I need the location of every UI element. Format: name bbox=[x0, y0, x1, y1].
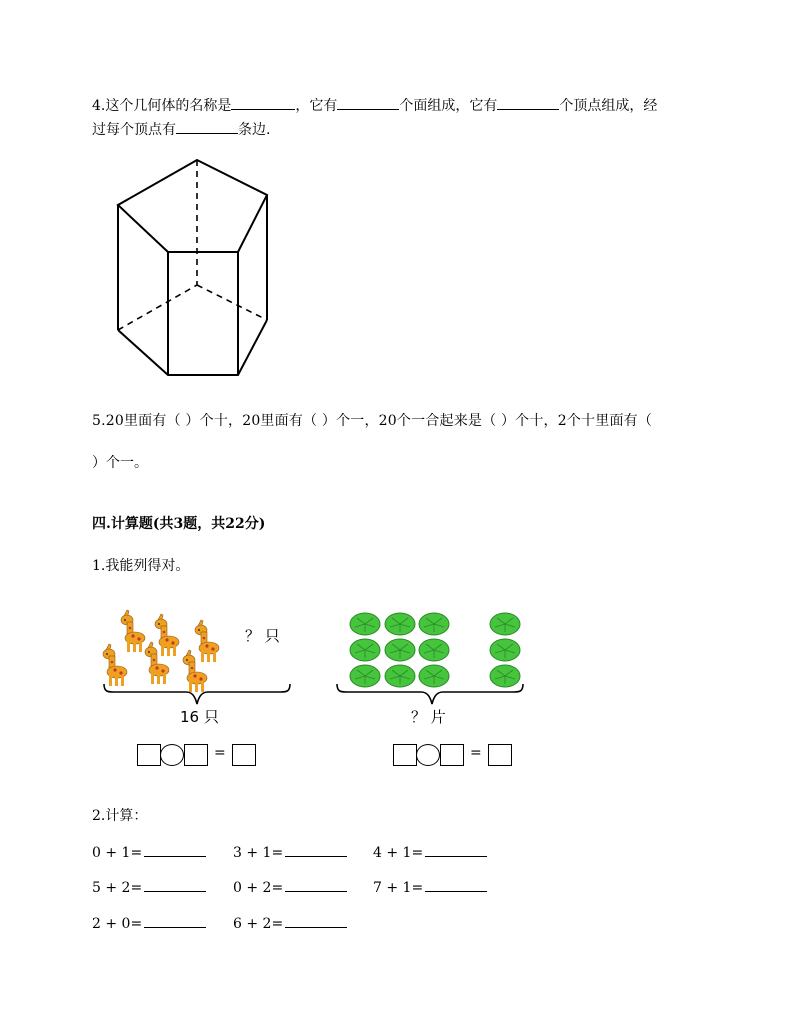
answer-blank[interactable] bbox=[285, 855, 347, 857]
answer-blank[interactable] bbox=[337, 108, 399, 110]
leaf-group bbox=[345, 610, 525, 692]
giraffe-question-label: ？ 只 bbox=[245, 627, 280, 645]
q4-line2: 过每个顶点有 条边. bbox=[92, 122, 271, 138]
calc-item: 5 + 2= bbox=[92, 880, 206, 896]
giraffe-brace bbox=[100, 682, 295, 708]
giraffe-icon bbox=[121, 610, 145, 652]
giraffe-equation bbox=[137, 744, 267, 766]
pentagonal-prism-figure bbox=[110, 155, 275, 380]
leaf-question-label: ？ 片 bbox=[411, 708, 446, 726]
answer-box[interactable] bbox=[488, 744, 512, 766]
answer-blank[interactable] bbox=[425, 855, 487, 857]
giraffe-icon bbox=[145, 642, 169, 684]
calc-item: 3 + 1= bbox=[233, 845, 347, 861]
giraffe-icon bbox=[103, 644, 127, 686]
answer-box[interactable] bbox=[440, 744, 464, 766]
q5-line1: 5.20里面有（ ）个十，20里面有（ ）个一，20个一合起来是（ ）个十，2个十里面有（ bbox=[92, 413, 653, 429]
answer-box[interactable] bbox=[393, 744, 417, 766]
answer-box[interactable] bbox=[137, 744, 161, 766]
prism-bottom-face bbox=[118, 320, 267, 375]
q4-line1: 4.这个几何体的名称是 ，它有 个面组成，它有 个顶点组成，经 bbox=[92, 98, 658, 114]
answer-blank[interactable] bbox=[176, 132, 238, 134]
answer-blank[interactable] bbox=[285, 926, 347, 928]
operator-circle[interactable] bbox=[160, 744, 184, 766]
leaf-icon bbox=[419, 639, 449, 661]
calc-item: 0 + 1= bbox=[92, 845, 206, 861]
leaf-icon bbox=[385, 613, 415, 635]
leaf-icon bbox=[490, 613, 520, 635]
answer-box[interactable] bbox=[184, 744, 208, 766]
answer-blank[interactable] bbox=[285, 890, 347, 892]
section-title: 四.计算题(共3题，共22分) bbox=[92, 516, 266, 532]
answer-box[interactable] bbox=[232, 744, 256, 766]
leaf-icon bbox=[490, 639, 520, 661]
leaf-icon bbox=[385, 639, 415, 661]
giraffe-icon bbox=[155, 614, 179, 656]
leaf-icon bbox=[350, 639, 380, 661]
giraffe-total-label: 16 只 bbox=[180, 708, 219, 726]
leaf-brace bbox=[333, 682, 528, 708]
answer-blank[interactable] bbox=[144, 926, 206, 928]
calc-item: 7 + 1= bbox=[373, 880, 487, 896]
q5-line2: ）个一。 bbox=[92, 455, 148, 471]
q4-2-title: 2.计算： bbox=[92, 808, 148, 824]
prism-hidden-edge bbox=[118, 285, 197, 330]
equals-sign: = bbox=[214, 745, 226, 761]
answer-blank[interactable] bbox=[144, 890, 206, 892]
calc-item: 6 + 2= bbox=[233, 916, 347, 932]
answer-blank[interactable] bbox=[497, 108, 559, 110]
answer-blank[interactable] bbox=[231, 108, 295, 110]
calc-item: 0 + 2= bbox=[233, 880, 347, 896]
giraffe-icon bbox=[195, 620, 219, 662]
prism-hidden-edge bbox=[197, 285, 267, 320]
calc-item: 4 + 1= bbox=[373, 845, 487, 861]
answer-blank[interactable] bbox=[425, 890, 487, 892]
q4-1-title: 1.我能列得对。 bbox=[92, 558, 190, 574]
calc-item: 2 + 0= bbox=[92, 916, 206, 932]
leaf-icon bbox=[419, 613, 449, 635]
equals-sign: = bbox=[470, 745, 482, 761]
operator-circle[interactable] bbox=[416, 744, 440, 766]
leaf-equation bbox=[393, 744, 523, 766]
prism-top-face bbox=[118, 160, 267, 252]
leaf-icon bbox=[350, 613, 380, 635]
answer-blank[interactable] bbox=[144, 855, 206, 857]
